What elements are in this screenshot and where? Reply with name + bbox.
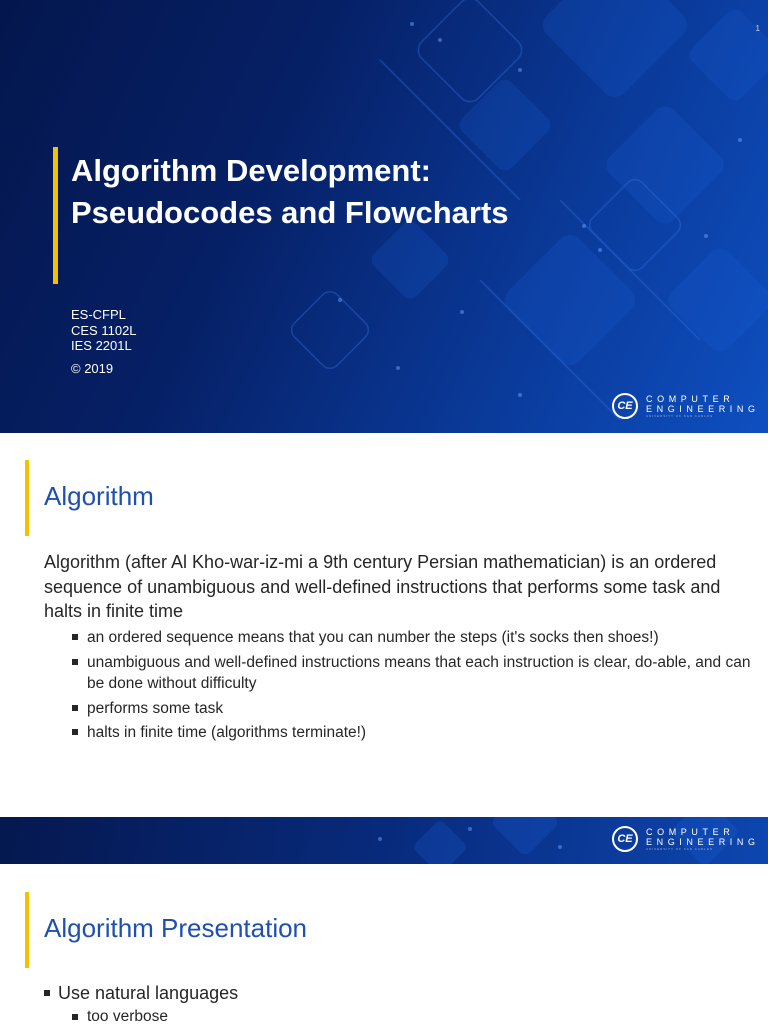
bullet-list <box>72 627 752 747</box>
algorithm-slide <box>0 433 768 817</box>
bullet-icon <box>72 634 78 640</box>
title-line-1: Algorithm Development: <box>71 153 431 188</box>
bullet-icon <box>72 705 78 711</box>
accent-bar <box>25 460 29 536</box>
bullet-icon <box>72 659 78 665</box>
slide-heading: Algorithm <box>44 481 154 511</box>
list-item-text: halts in finite time (algorithms terminate!) <box>87 724 367 741</box>
logo-line-1: COMPUTER <box>646 394 735 404</box>
course-code: ES-CFPL <box>71 307 126 322</box>
slide-title <box>71 150 711 234</box>
course-code: IES 2201L <box>71 338 132 353</box>
computer-engineering-logo <box>612 826 760 852</box>
course-codes <box>71 307 137 354</box>
list-item-text: unambiguous and well-defined instructions means that each instruction is clear, do-able, and can be done without difficulty <box>87 653 751 692</box>
sub-list-item-text: too verbose <box>87 1008 168 1024</box>
list-item-text: performs some task <box>87 699 224 717</box>
bullet-icon <box>72 729 78 735</box>
title-slide <box>0 0 768 433</box>
algorithm-presentation-slide <box>0 817 768 1024</box>
list-item <box>44 983 238 1004</box>
bullet-icon <box>44 990 50 996</box>
list-item-text: an ordered sequence means that you can number the steps (it's socks then shoes!) <box>87 629 659 646</box>
definition-paragraph: Algorithm (after Al Kho-war-iz-mi a 9th century Persian mathematician) is an ordered sequence of unambiguous and well-defined instructions that performs some task and halts in finite time <box>44 552 721 621</box>
accent-bar <box>25 892 29 968</box>
list-item-text: Use natural languages <box>58 983 239 1003</box>
sub-list-item <box>72 1008 168 1024</box>
title-line-2: Pseudocodes and Flowcharts <box>71 195 509 230</box>
ce-logo-icon: CE <box>612 393 638 419</box>
list-item <box>72 722 752 744</box>
ce-logo-icon: CE <box>612 826 638 852</box>
list-item <box>72 652 752 695</box>
header-banner <box>0 817 768 864</box>
logo-line-3: UNIVERSITY OF SAN CARLOS <box>646 414 714 418</box>
computer-engineering-logo <box>612 393 760 419</box>
list-item <box>72 627 752 649</box>
logo-line-2: ENGINEERING <box>646 837 760 847</box>
bullet-icon <box>72 1014 78 1020</box>
logo-line-3: UNIVERSITY OF SAN CARLOS <box>646 847 714 851</box>
logo-line-2: ENGINEERING <box>646 404 760 414</box>
slide-number: 1 <box>755 24 760 33</box>
slide-heading: Algorithm Presentation <box>44 913 308 943</box>
list-item <box>72 698 752 720</box>
copyright: © 2019 <box>71 361 114 376</box>
logo-line-1: COMPUTER <box>646 827 735 837</box>
accent-bar <box>53 147 58 284</box>
course-code: CES 1102L <box>71 322 137 338</box>
